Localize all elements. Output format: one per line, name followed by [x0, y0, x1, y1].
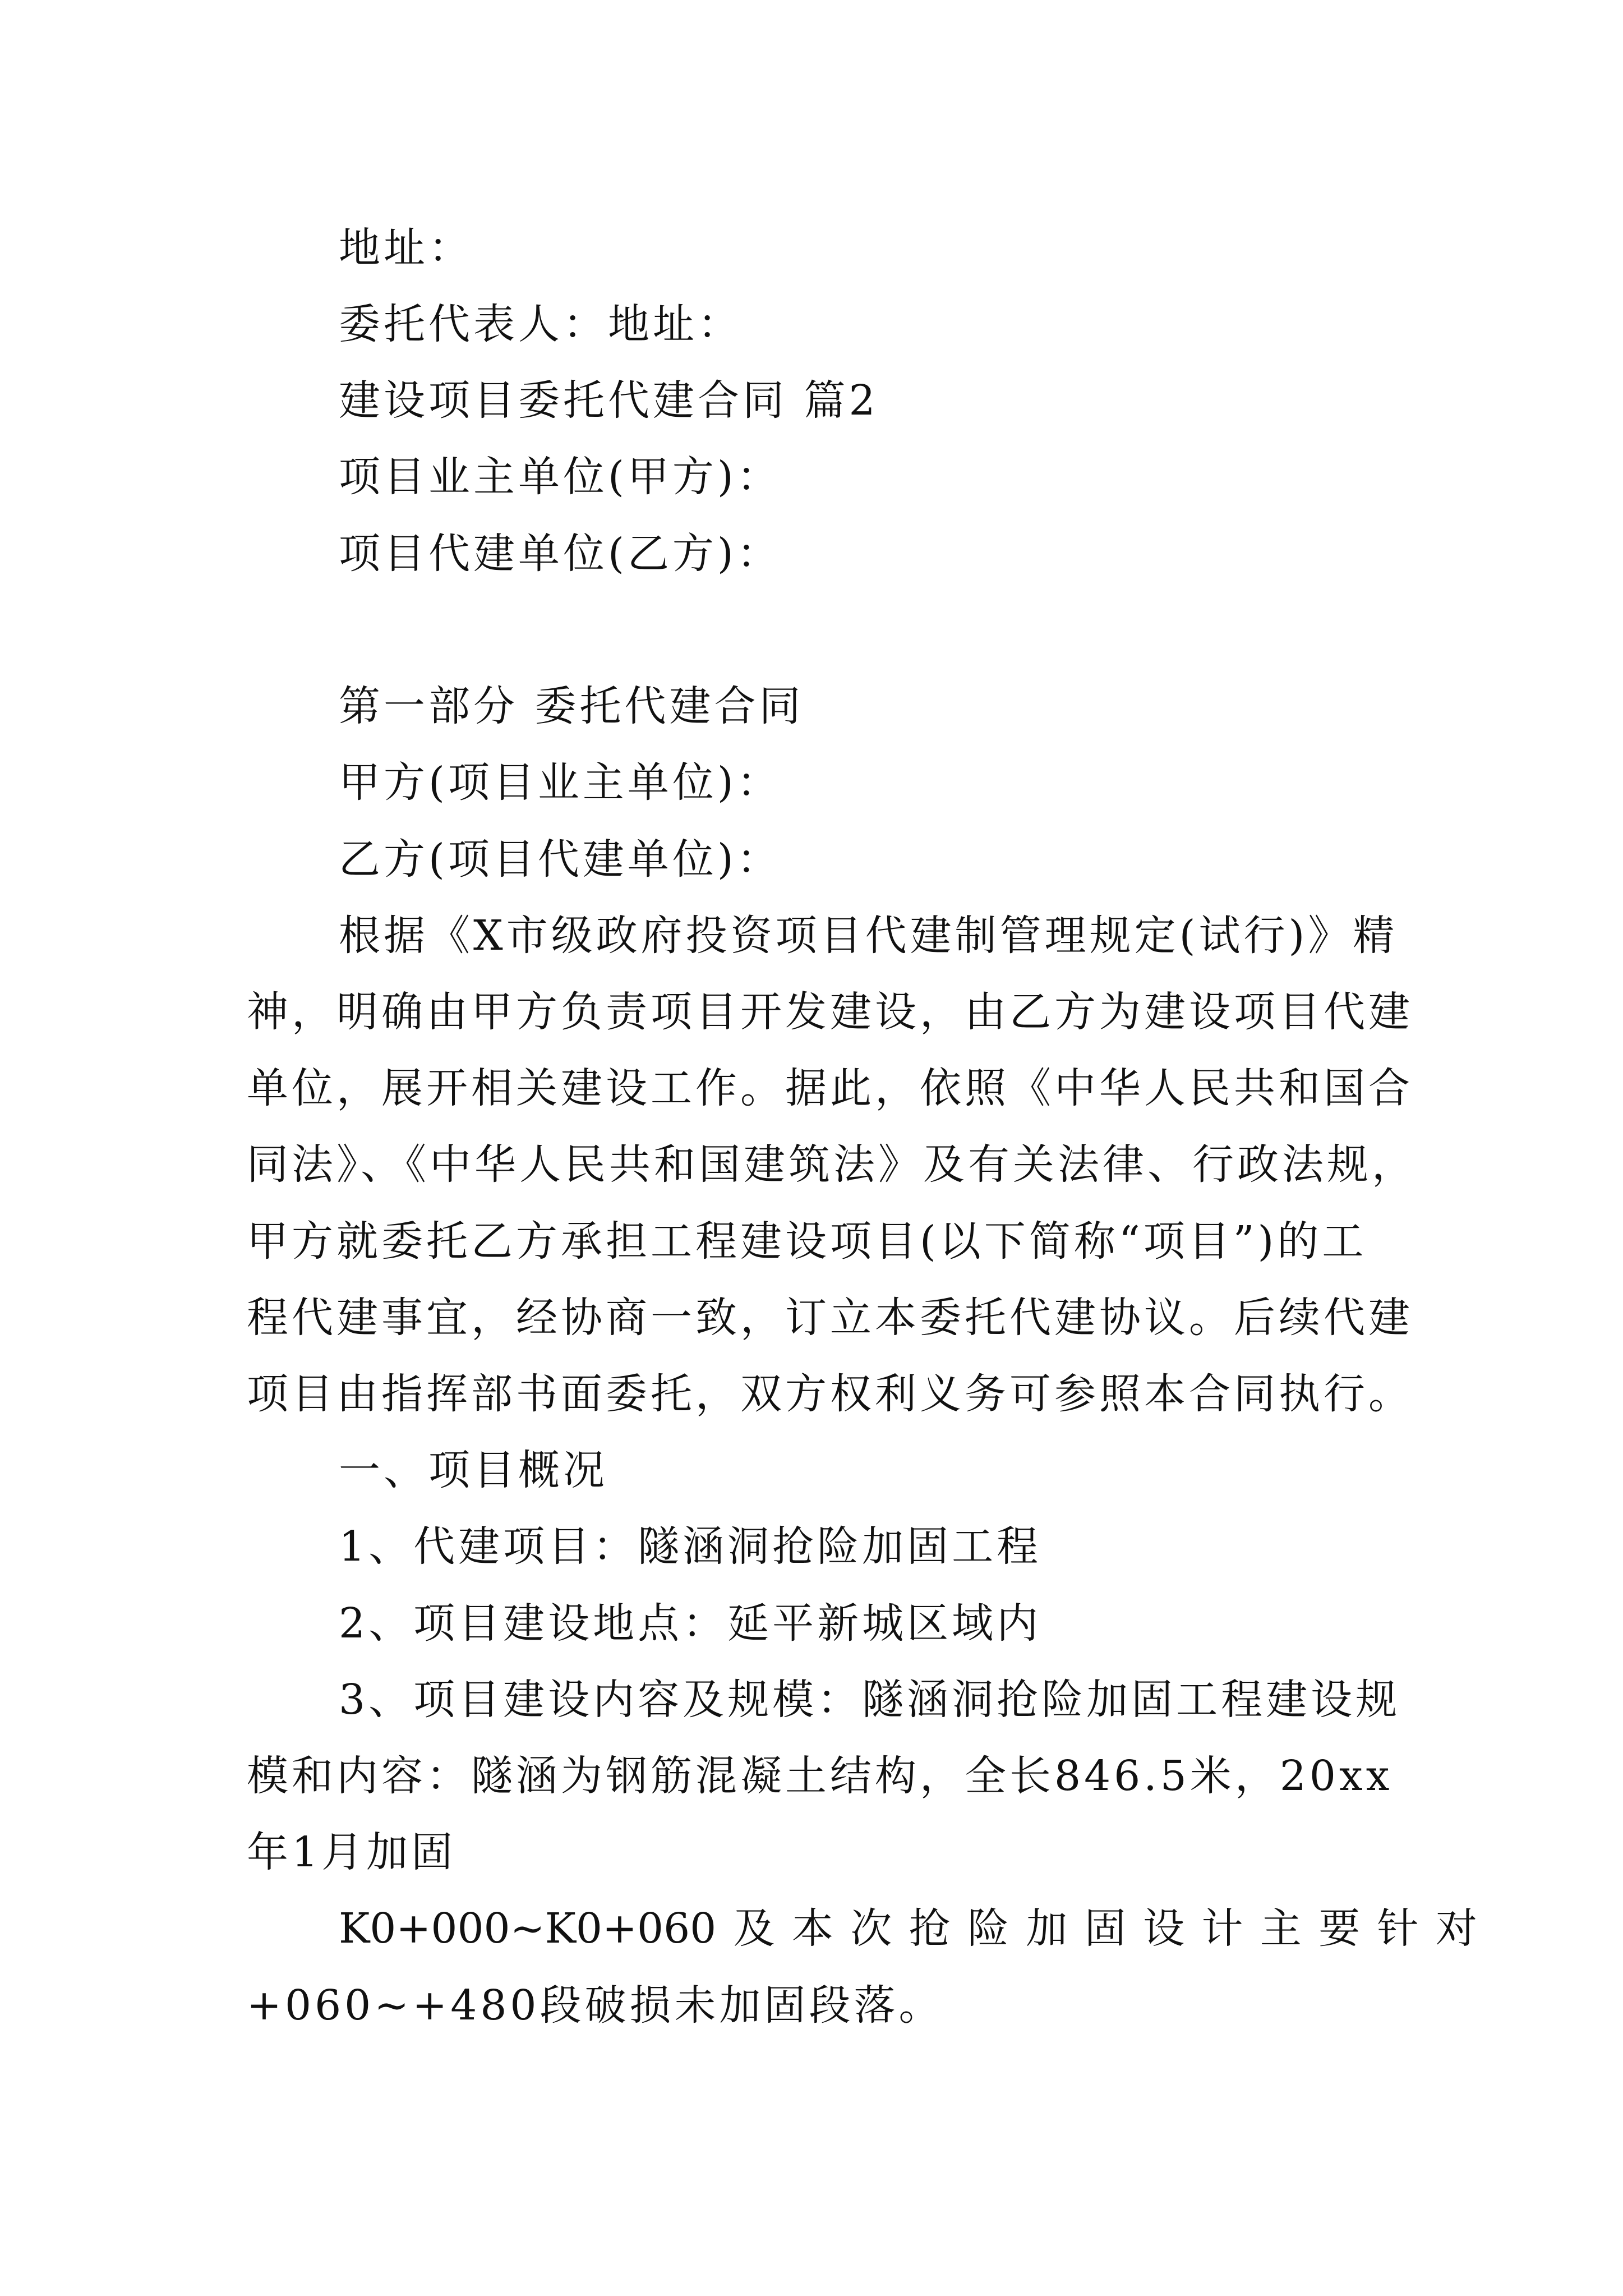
justified-token: 主 [1260, 1904, 1302, 1953]
justified-token: 险 [967, 1904, 1009, 1953]
section-heading: 第一部分 委托代建合同 [339, 682, 804, 730]
paragraph-line: +060~+480段破损未加固段落。 [247, 1981, 944, 2030]
justified-token: 及 [733, 1904, 775, 1953]
party-a-line: 甲方(项目业主单位)： [339, 758, 782, 807]
paragraph-line: 单位，展开相关建设工作。据此，依照《中华人民共和国合 [247, 1064, 1413, 1112]
representative-line: 委托代表人：地址： [339, 300, 743, 348]
contract-title: 建设项目委托代建合同 篇2 [339, 376, 879, 425]
paragraph-line: 同法》、《中华人民共和国建筑法》及有关法律、行政法规， [247, 1140, 1417, 1189]
justified-token: 设 [1143, 1904, 1185, 1953]
owner-unit-line: 项目业主单位(甲方)： [339, 453, 782, 501]
justified-token: 要 [1318, 1904, 1361, 1953]
justified-token: 次 [850, 1904, 892, 1953]
justified-line [339, 1904, 1477, 1953]
paragraph-line: 程代建事宜，经协商一致，订立本委托代建协议。后续代建 [247, 1294, 1413, 1342]
paragraph-line: 项目由指挥部书面委托，双方权利义务可参照本合同执行。 [247, 1370, 1413, 1418]
paragraph-line: 甲方就委托乙方承担工程建设项目(以下简称“项目”)的工 [247, 1217, 1367, 1266]
paragraph-line: 模和内容：隧涵为钢筋混凝土结构，全长846.5米，20xx [247, 1752, 1393, 1800]
justified-token: 抢 [909, 1904, 951, 1953]
agent-unit-line: 项目代建单位(乙方)： [339, 530, 782, 578]
paragraph-line: 神，明确由甲方负责项目开发建设，由乙方为建设项目代建 [247, 988, 1413, 1036]
project-item-2: 2、项目建设地点：延平新城区域内 [339, 1599, 1042, 1648]
justified-token: 计 [1201, 1904, 1243, 1953]
project-item-3: 3、项目建设内容及规模：隧涵洞抢险加固工程建设规 [339, 1676, 1401, 1724]
project-overview-heading: 一、项目概况 [339, 1446, 608, 1494]
justified-token: 固 [1084, 1904, 1126, 1953]
project-item-1: 1、代建项目：隧涵洞抢险加固工程 [339, 1522, 1042, 1571]
party-b-line: 乙方(项目代建单位)： [339, 835, 782, 884]
justified-token: 加 [1026, 1904, 1068, 1953]
address-line: 地址： [339, 224, 473, 272]
paragraph-line: 根据《X市级政府投资项目代建制管理规定(试行)》精 [339, 912, 1398, 960]
justified-token: 针 [1377, 1904, 1419, 1953]
justified-token: 本 [791, 1904, 833, 1953]
justified-token: 对 [1435, 1904, 1477, 1953]
paragraph-line: 年1月加固 [247, 1828, 457, 1876]
justified-token: K0+000~K0+060 [339, 1904, 717, 1953]
